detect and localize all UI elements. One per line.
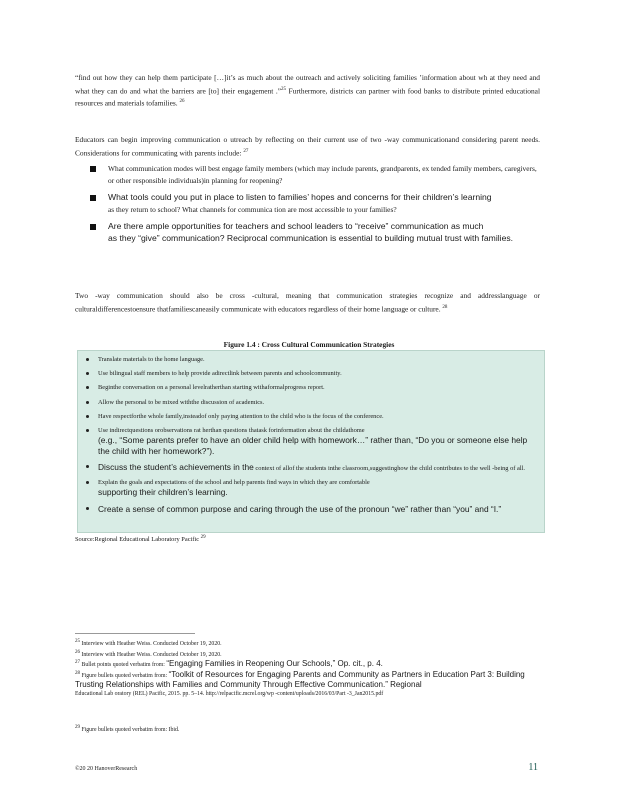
paragraph-quote-text: “find out how they can help them participate […]it’s as much about the outreach and actively soliciting families ’information about wh at they need and what they can do and what the barriers are [to] their engagement .”: [75, 73, 540, 95]
list-item-text: Allow the personal to be mixed withthe discussion of academics.: [98, 398, 265, 406]
footnote-citation: “Toolkit of Resources for Engaging Parents and Community as Partners in Education Part 3: Building Trusting Relationships with Families and Community Through Effective Communication.” Regional: [75, 670, 525, 689]
bullet-icon: [86, 372, 89, 375]
list-item-text: (e.g., “Some parents prefer to have an older child help with homework…” rather than, “Do you or someone else help the child with her homework?”).: [98, 434, 528, 456]
bullet-icon: [86, 386, 89, 389]
list-item-text: Translate materials to the home language.: [98, 356, 205, 363]
figure-list: [78, 351, 544, 515]
page-number: 11: [528, 762, 538, 773]
paragraph-educators-text: Educators can begin improving communication o utreach by reflecting on their current use of two -way communicationand considering parent needs. Considerations for communicating with parents include:: [75, 135, 540, 157]
footnote-ref[interactable]: 25: [281, 86, 287, 92]
list-item: [86, 412, 536, 421]
list-item-text: context of allof the students inthe classroom,suggestinghow the child contributes to the well -being of all.: [255, 465, 525, 473]
list-item: [90, 192, 540, 215]
list-item: [86, 462, 536, 473]
footnote-number: 25: [75, 639, 80, 644]
list-item-text: Explain the goals and expectations of the school and help parents find ways in which they are comfortable: [98, 479, 370, 487]
footnote-ref[interactable]: 26: [179, 99, 185, 105]
footnote-number: 26: [75, 650, 80, 655]
footnote-citation: “Engaging Families in Reopening Our Schools,” Op. cit., p. 4.: [166, 659, 383, 668]
bullet-icon: [86, 415, 89, 418]
list-item: [86, 478, 536, 498]
footnote-text: Bullet points quoted verbatim from:: [81, 662, 165, 668]
footnote-ref[interactable]: 29: [200, 535, 206, 540]
paragraph-quote-cont: Furthermore, districts can partner with food banks to distribute printed educational resources and materials tofamilies.: [75, 85, 540, 108]
footnote-text: Interview with Heather Weiss. Conducted October 19, 2020.: [81, 651, 222, 658]
list-item: [90, 221, 540, 244]
footnote-number: 27: [75, 660, 80, 666]
list-item-text: What communication modes will best engage family members (which may include parents, grandparents, ex tended family members, caregivers, or other responsible individuals)in planning for reopening?: [108, 164, 537, 185]
paragraph-cross-cultural-text: Two -way communication should also be cross -cultural, meaning that communication strategies recognize and addresslanguage or culturaldifferencestoensure thatfamiliescaneasily communicate with educators regardless of their home language or culture.: [75, 291, 540, 313]
list-item-text: Are there ample opportunities for teachers and school leaders to “receive” communication as much: [108, 221, 484, 231]
footnote-ref[interactable]: 27: [243, 148, 249, 154]
list-item-text: Have respectforthe whole family,insteadof only paying attention to the child who is the focus of the conference.: [98, 412, 384, 420]
list-item-text: Use bilingual staff members to help provide adirectlink between parents and schoolcommunity.: [98, 370, 342, 378]
figure-title: Figure 1.4 : Cross Cultural Communication Strategies: [223, 340, 395, 349]
footnote-number: 28: [75, 671, 80, 677]
footnote-text: Figure bullets quoted verbatim from: Ibid.: [81, 726, 180, 733]
considerations-list: [90, 163, 540, 250]
bullet-icon: [90, 166, 96, 172]
footnote-link[interactable]: Educational Lab oratory (REL) Pacific, 2015. pp. 5–14. http://relpacific.mcrel.org/wp -content/uploads/2016/03/Part -3_Jan2015.pdf: [75, 691, 384, 697]
footer-copyright: ©20 20 HanoverResearch: [75, 766, 138, 772]
bullet-icon: [86, 429, 89, 432]
footnote: [75, 659, 545, 669]
list-item-text: What tools could you put in place to listen to families’ hopes and concerns for their children’s learning: [108, 192, 492, 202]
list-item-text: supporting their children’s learning.: [98, 487, 228, 498]
footnote-number: 29: [75, 725, 80, 730]
list-item: [86, 369, 536, 378]
bullet-icon: [86, 481, 89, 484]
list-item-text: Use indirectquestions orobservations rat herthan questions thatask forinformation about the childathome: [98, 426, 365, 434]
footnote-divider: [75, 633, 195, 634]
list-item-text: as they “give” communication? Reciprocal communication is essential to building mutual trust with families.: [108, 232, 514, 243]
list-item-text: Beginthe conversation on a personal levelratherthan starting withaformalprogress report.: [98, 384, 325, 392]
figure-source-text: Source:Regional Educational Laboratory Pacific: [75, 536, 200, 544]
figure-source: [75, 535, 206, 543]
paragraph-cross-cultural: [75, 290, 540, 314]
list-item: [86, 426, 536, 457]
bullet-icon: [86, 358, 89, 361]
figure-box: [77, 350, 545, 533]
bullet-icon: [90, 224, 96, 230]
footnote: [75, 724, 545, 734]
list-item: [86, 398, 536, 407]
list-item: [86, 383, 536, 392]
list-item-text: as they return to school? What channels for communica tion are most accessible to your families?: [108, 204, 397, 214]
footnote-text: Figure bullets quoted verbatim from:: [81, 673, 168, 679]
footnote: [75, 638, 545, 648]
list-item: [90, 163, 540, 186]
paragraph-quote: [75, 72, 540, 109]
footnote: [75, 649, 545, 659]
bullet-icon: [86, 401, 89, 404]
list-item-text: Discuss the student’s achievements in the: [98, 462, 254, 473]
footnote-text: Interview with Heather Weiss. Conducted October 19, 2020.: [81, 640, 222, 647]
bullet-icon: [86, 507, 89, 510]
footnote: [75, 670, 545, 698]
paragraph-educators: [75, 134, 540, 158]
list-item: [86, 355, 536, 364]
bullet-icon: [90, 195, 96, 201]
list-item-text: Create a sense of common purpose and caring through the use of the pronoun “we” rather than “you” and “I.”: [98, 503, 502, 514]
list-item: [86, 504, 536, 515]
bullet-icon: [86, 465, 89, 468]
footnote-ref[interactable]: 28: [442, 304, 448, 310]
